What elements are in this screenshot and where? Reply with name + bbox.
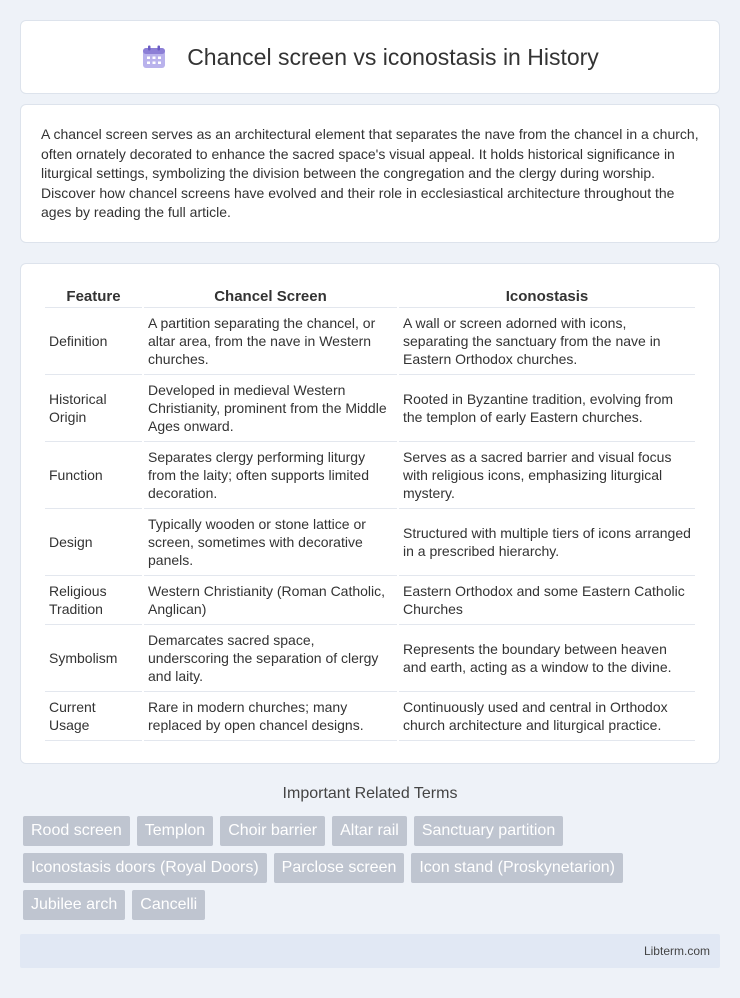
row-feature: Definition — [45, 308, 142, 375]
table-row — [45, 442, 695, 509]
related-term-tag[interactable]: Parclose screen — [274, 853, 405, 883]
row-chancel-screen: Separates clergy performing liturgy from the laity; often supports limited decoration. — [144, 442, 397, 509]
related-term-tag[interactable]: Icon stand (Proskynetarion) — [411, 853, 623, 883]
comparison-table-card — [20, 263, 720, 764]
row-feature: Historical Origin — [45, 375, 142, 442]
table-row — [45, 308, 695, 375]
row-iconostasis: Eastern Orthodox and some Eastern Catholic Churches — [399, 576, 695, 625]
intro-card — [20, 104, 720, 243]
row-feature: Current Usage — [45, 692, 142, 741]
header-card — [20, 20, 720, 94]
row-iconostasis: Rooted in Byzantine tradition, evolving from the templon of early Eastern churches. — [399, 375, 695, 442]
row-chancel-screen: Rare in modern churches; many replaced by open chancel designs. — [144, 692, 397, 741]
table-row — [45, 576, 695, 625]
related-term-tag[interactable]: Jubilee arch — [23, 890, 125, 920]
row-iconostasis: Continuously used and central in Orthodox church architecture and liturgical practice. — [399, 692, 695, 741]
table-header-row — [45, 282, 695, 308]
row-iconostasis: Serves as a sacred barrier and visual focus with religious icons, emphasizing liturgical mystery. — [399, 442, 695, 509]
page-title: Chancel screen vs iconostasis in History — [187, 43, 599, 70]
footer — [20, 934, 720, 968]
row-feature: Function — [45, 442, 142, 509]
row-chancel-screen: Typically wooden or stone lattice or screen, sometimes with decorative panels. — [144, 509, 397, 576]
row-iconostasis: Represents the boundary between heaven and earth, acting as a window to the divine. — [399, 625, 695, 692]
related-term-tag[interactable]: Templon — [137, 816, 213, 846]
table-row — [45, 509, 695, 576]
row-iconostasis: Structured with multiple tiers of icons arranged in a prescribed hierarchy. — [399, 509, 695, 576]
title-wrap — [141, 44, 599, 71]
related-term-tag[interactable]: Altar rail — [332, 816, 407, 846]
footer-brand-link[interactable]: Libterm.com — [643, 944, 710, 958]
row-feature: Design — [45, 509, 142, 576]
related-term-tag[interactable]: Cancelli — [132, 890, 205, 920]
related-term-tag[interactable]: Iconostasis doors (Royal Doors) — [23, 853, 267, 883]
row-chancel-screen: Western Christianity (Roman Catholic, Anglican) — [144, 576, 397, 625]
row-chancel-screen: Demarcates sacred space, underscoring the separation of clergy and laity. — [144, 625, 397, 692]
column-header-iconostasis: Iconostasis — [399, 282, 695, 308]
related-term-tag[interactable]: Choir barrier — [220, 816, 325, 846]
intro-text: A chancel screen serves as an architectural element that separates the nave from the chancel in a church, often ornately decorated to enhance the sacred space's visual appeal. It holds historical significance in liturgical settings, symbolizing the division between the congregation and the clergy during worship. Discover how chancel screens have evolved and their role in ecclesiastical architecture throughout the ages by reading the full article. — [41, 126, 699, 221]
column-header-feature: Feature — [45, 282, 142, 308]
row-chancel-screen: Developed in medieval Western Christianity, prominent from the Middle Ages onward. — [144, 375, 397, 442]
row-feature: Religious Tradition — [45, 576, 142, 625]
calendar-icon — [141, 44, 167, 70]
table-row — [45, 692, 695, 741]
related-terms-title: Important Related Terms — [282, 785, 458, 802]
row-iconostasis: A wall or screen adorned with icons, separating the sanctuary from the nave in Eastern Orthodox churches. — [399, 308, 695, 375]
row-chancel-screen: A partition separating the chancel, or altar area, from the nave in Western churches. — [144, 308, 397, 375]
column-header-chancel-screen: Chancel Screen — [144, 282, 397, 308]
row-feature: Symbolism — [45, 625, 142, 692]
related-term-tag[interactable]: Sanctuary partition — [414, 816, 563, 846]
comparison-table — [43, 282, 697, 741]
table-row — [45, 375, 695, 442]
table-row — [45, 625, 695, 692]
related-term-tag[interactable]: Rood screen — [23, 816, 130, 846]
related-terms-list — [23, 816, 723, 920]
